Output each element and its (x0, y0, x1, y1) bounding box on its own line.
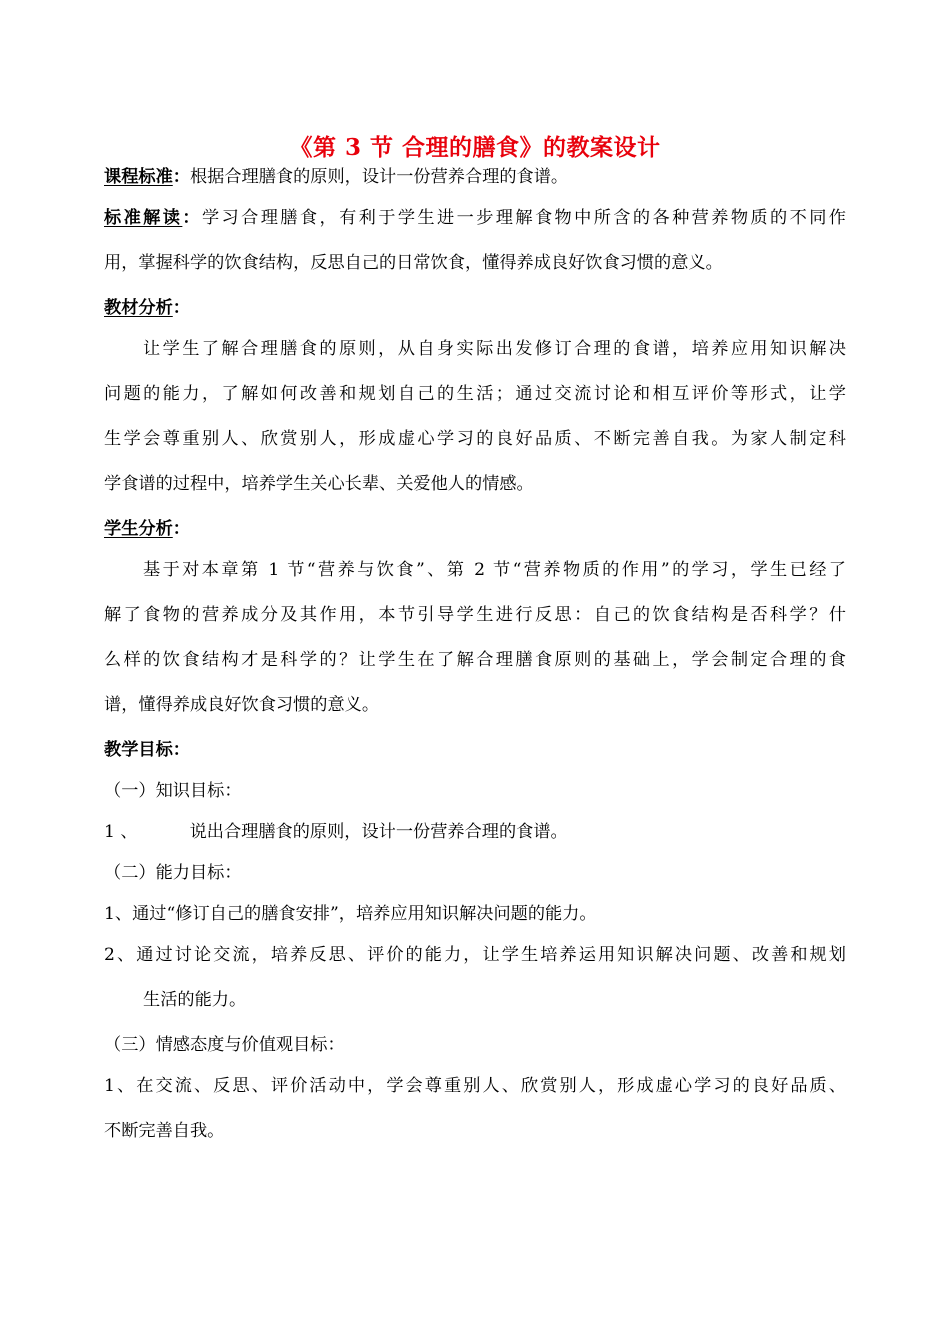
student-analysis-colon: ： (172, 519, 190, 539)
standard-interpretation-label: 标准解读 (104, 208, 183, 228)
curriculum-standard-text: 根据合理膳食的原则，设计一份营养合理的食谱。 (189, 167, 569, 187)
material-analysis-line-1: 让学生了解合理膳食的原则，从自身实际出发修订合理的食谱，培养应用知识解决 (143, 339, 846, 359)
curriculum-standard-colon: ： (172, 167, 190, 187)
standard-interpretation-line-2: 用，掌握科学的饮食结构，反思自己的日常饮食，懂得养成良好饮食习惯的意义。 (104, 253, 723, 273)
material-analysis-line-4: 学食谱的过程中，培养学生关心长辈、关爱他人的情感。 (104, 474, 534, 494)
curriculum-standard-paragraph (104, 165, 846, 189)
knowledge-goals-heading: （一）知识目标： (104, 781, 242, 801)
ability-goal-item-2-line-1: 2、通过讨论交流，培养反思、评价的能力，让学生培养运用知识解决问题、改善和规划 (104, 945, 846, 965)
knowledge-goal-item-1 (104, 820, 846, 844)
knowledge-goal-item-1-text: 说出合理膳食的原则，设计一份营养合理的食谱。 (189, 822, 568, 842)
material-analysis-line-2: 问题的能力，了解如何改善和规划自己的生活；通过交流讨论和相互评价等形式，让学 (104, 384, 846, 404)
emotion-goal-item-1-line-2: 不断完善自我。 (104, 1121, 225, 1141)
standard-interpretation-text-1: 学习合理膳食，有利于学生进一步理解食物中所含的各种营养物质的不同作 (201, 208, 846, 228)
student-analysis-heading (104, 517, 846, 541)
teaching-goals-label: 教学目标 (104, 740, 173, 760)
student-analysis-line-2: 解了食物的营养成分及其作用，本节引导学生进行反思：自己的饮食结构是否科学？什 (104, 605, 846, 625)
standard-interpretation-line-1 (104, 206, 846, 230)
emotion-goal-item-1-line-1: 1、在交流、反思、评价活动中，学会尊重别人、欣赏别人，形成虚心学习的良好品质、 (104, 1076, 846, 1096)
teaching-goals-heading (104, 738, 846, 762)
curriculum-standard-label: 课程标准 (104, 167, 173, 187)
standard-interpretation-colon: ： (182, 208, 202, 228)
material-analysis-heading (104, 296, 846, 320)
knowledge-goal-item-1-number: 1 、 (104, 822, 138, 842)
ability-goals-heading: （二）能力目标： (104, 863, 242, 883)
emotion-goals-heading: （三）情感态度与价值观目标： (104, 1035, 345, 1055)
student-analysis-line-4: 谱，懂得养成良好饮食习惯的意义。 (104, 695, 380, 715)
document-title: 《第 3 节 合理的膳食》的教案设计 (289, 134, 661, 161)
material-analysis-colon: ： (172, 298, 190, 318)
material-analysis-line-3: 生学会尊重别人、欣赏别人，形成虚心学习的良好品质、不断完善自我。为家人制定科 (104, 429, 846, 449)
student-analysis-line-1: 基于对本章第 1 节“营养与饮食”、第 2 节“营养物质的作用”的学习，学生已经了 (143, 560, 846, 580)
student-analysis-label: 学生分析 (104, 519, 173, 539)
student-analysis-line-3: 么样的饮食结构才是科学的？让学生在了解合理膳食原则的基础上，学会制定合理的食 (104, 650, 846, 670)
ability-goal-item-2-line-2: 生活的能力。 (143, 990, 247, 1010)
teaching-goals-colon: ： (172, 740, 190, 760)
material-analysis-label: 教材分析 (104, 298, 173, 318)
ability-goal-item-1: 1、通过“修订自己的膳食安排”，培养应用知识解决问题的能力。 (104, 904, 597, 924)
